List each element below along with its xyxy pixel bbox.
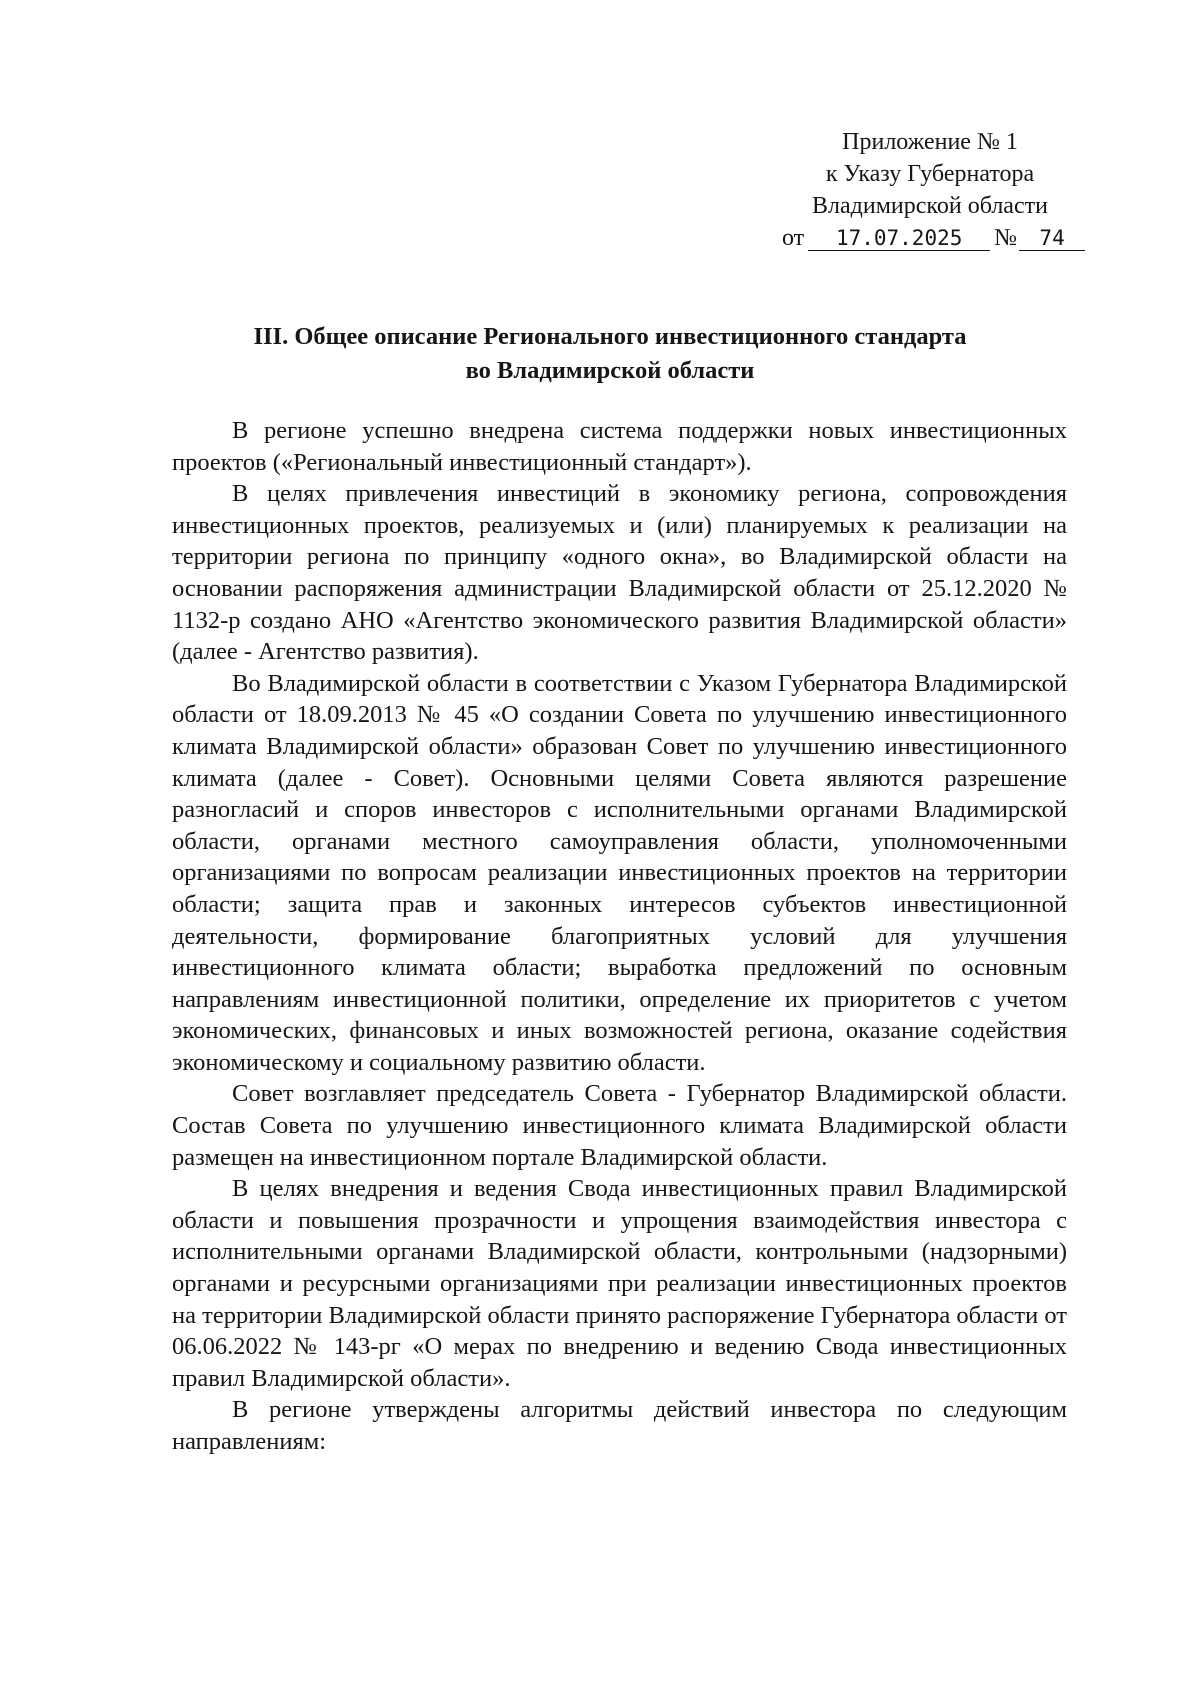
- section-title-line-1: III. Общее описание Регионального инвестиционного стандарта: [253, 323, 967, 350]
- appendix-block: [770, 126, 1090, 254]
- section-title-line-2: во Владимирской области: [465, 357, 755, 384]
- decree-number: 74: [1019, 226, 1085, 251]
- decree-date: 17.07.2025: [808, 226, 990, 251]
- paragraph: Совет возглавляет председатель Совета - Губернатор Владимирской области. Состав Совета по улучшению инвестиционного климата Владимирской области размещен на инвестиционном портале Владимирской области.: [172, 1080, 1067, 1171]
- paragraph: В регионе успешно внедрена система поддержки новых инвестиционных проектов («Региональный инвестиционный стандарт»).: [172, 417, 1067, 476]
- decree-date-line: [770, 222, 1090, 254]
- paragraph: В целях внедрения и ведения Свода инвестиционных правил Владимирской области и повышения прозрачности и упрощения взаимодействия инвестора с исполнительными органами Владимирской области, контрольными (надзорными) органами и ресурсными организациями при реализации инвестиционных проектов на территории Владимирской области принято распоряжение Губернатора области от 06.06.2022 № 143-рг «О мерах по внедрению и ведению Свода инвестиционных правил Владимирской области».: [172, 1175, 1067, 1392]
- paragraph: В регионе утверждены алгоритмы действий инвестора по следующим направлениям:: [172, 1396, 1067, 1455]
- appendix-region: Владимирской области: [812, 193, 1048, 219]
- date-prefix: от: [782, 225, 805, 251]
- appendix-to: к Указу Губернатора: [825, 161, 1035, 187]
- section-title: [160, 320, 1060, 388]
- document-body: [172, 415, 1067, 1458]
- paragraph: В целях привлечения инвестиций в экономику региона, сопровождения инвестиционных проектов, реализуемых и (или) планируемых к реализации на территории региона по принципу «одного окна», во Владимирской области на основании распоряжения администрации Владимирской области от 25.12.2020 № 1132-р создано АНО «Агентство экономического развития Владимирской области» (далее - Агентство развития).: [172, 480, 1067, 666]
- appendix-title: Приложение № 1: [842, 129, 1018, 155]
- number-prefix: №: [994, 225, 1018, 251]
- paragraph: Во Владимирской области в соответствии с Указом Губернатора Владимирской области от 18.09.2013 № 45 «О создании Совета по улучшению инвестиционного климата Владимирской области» образован Совет по улучшению инвестиционного климата (далее - Совет). Основными целями Совета являются разрешение разногласий и споров инвесторов с исполнительными органами Владимирской области, органами местного самоуправления области, уполномоченными организациями по вопросам реализации инвестиционных проектов на территории области; защита прав и законных интересов субъектов инвестиционной деятельности, формирование благоприятных условий для улучшения инвестиционного климата области; выработка предложений по основным направлениям инвестиционной политики, определение их приоритетов с учетом экономических, финансовых и иных возможностей региона, оказание содействия экономическому и социальному развитию области.: [172, 669, 1067, 1076]
